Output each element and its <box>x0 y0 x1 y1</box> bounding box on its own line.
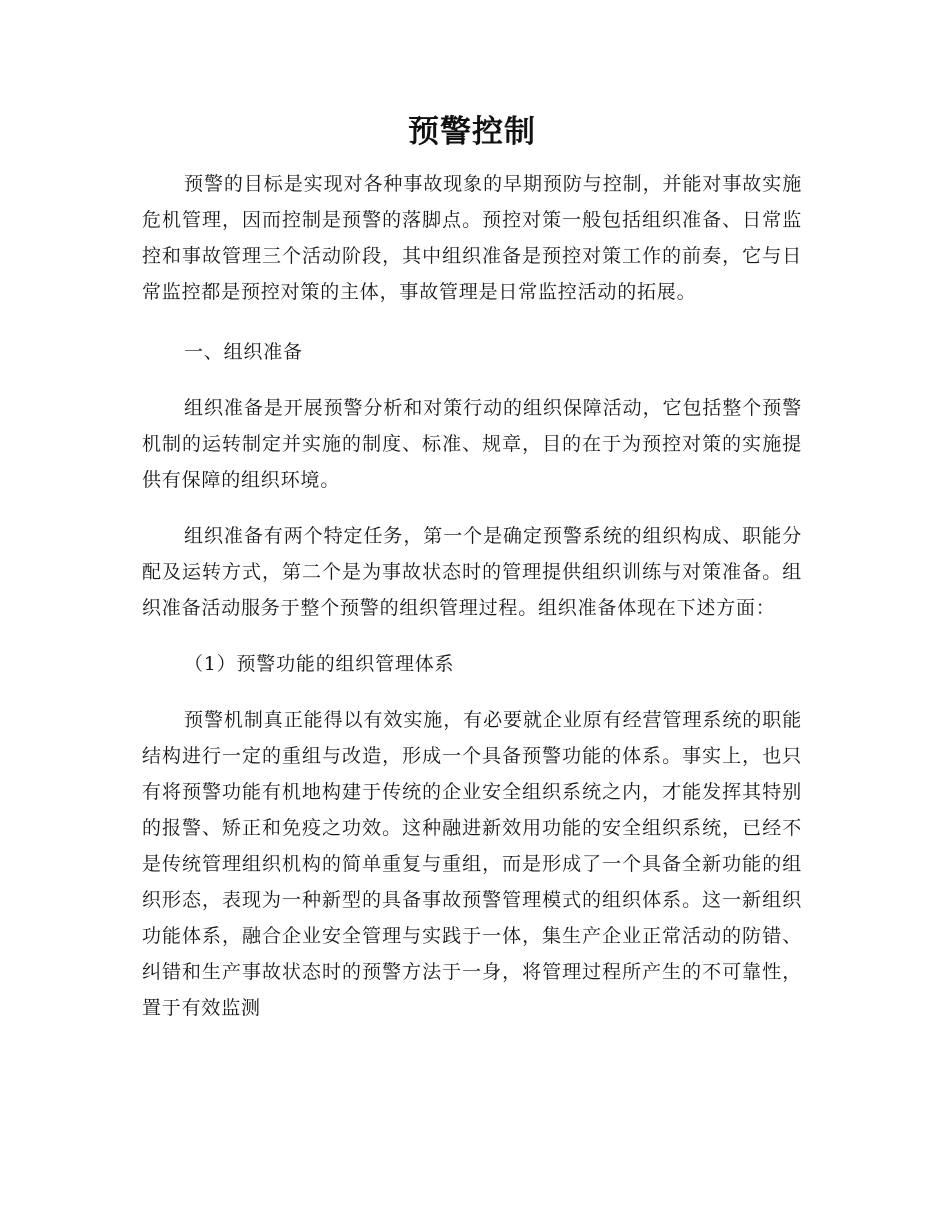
section-heading: 一、组织准备 <box>184 341 303 363</box>
document-body <box>142 110 802 1026</box>
paragraph-intro: 预警的目标是实现对各种事故现象的早期预防与控制，并能对事故实施危机管理，因而控制是预警的落脚点。预控对策一般包括组织准备、日常监控和事故管理三个活动阶段，其中组织准备是预控对策工作的前奏，它与日常监控都是预控对策的主体，事故管理是日常监控活动的拓展。 <box>142 173 802 303</box>
paragraph-organization: 组织准备是开展预警分析和对策行动的组织保障活动，它包括整个预警机制的运转制定并实施的制度、标准、规章，目的在于为预控对策的实施提供有保障的组织环境。 <box>142 397 802 491</box>
document-title: 预警控制 <box>408 114 536 150</box>
subsection-heading: （1）预警功能的组织管理体系 <box>184 653 455 675</box>
paragraph-system: 预警机制真正能得以有效实施，有必要就企业原有经营管理系统的职能结构进行一定的重组与改造，形成一个具备预警功能的体系。事实上，也只有将预警功能有机地构建于传统的企业安全组织系统之内，才能发挥其特别的报警、矫正和免疫之功效。这种融进新效用功能的安全组织系统，已经不是传统管理组织机构的简单重复与重组，而是形成了一个具备全新功能的组织形态，表现为一种新型的具备事故预警管理模式的组织体系。这一新组织功能体系，融合企业安全管理与实践于一体，集生产企业正常活动的防错、纠错和生产事故状态时的预警方法于一身，将管理过程所产生的不可靠性，置于有效监测 <box>142 709 802 1019</box>
paragraph-tasks: 组织准备有两个特定任务，第一个是确定预警系统的组织构成、职能分配及运转方式，第二个是为事故状态时的管理提供组织训练与对策准备。组织准备活动服务于整个预警的组织管理过程。组织准备体现在下述方面： <box>142 525 802 619</box>
